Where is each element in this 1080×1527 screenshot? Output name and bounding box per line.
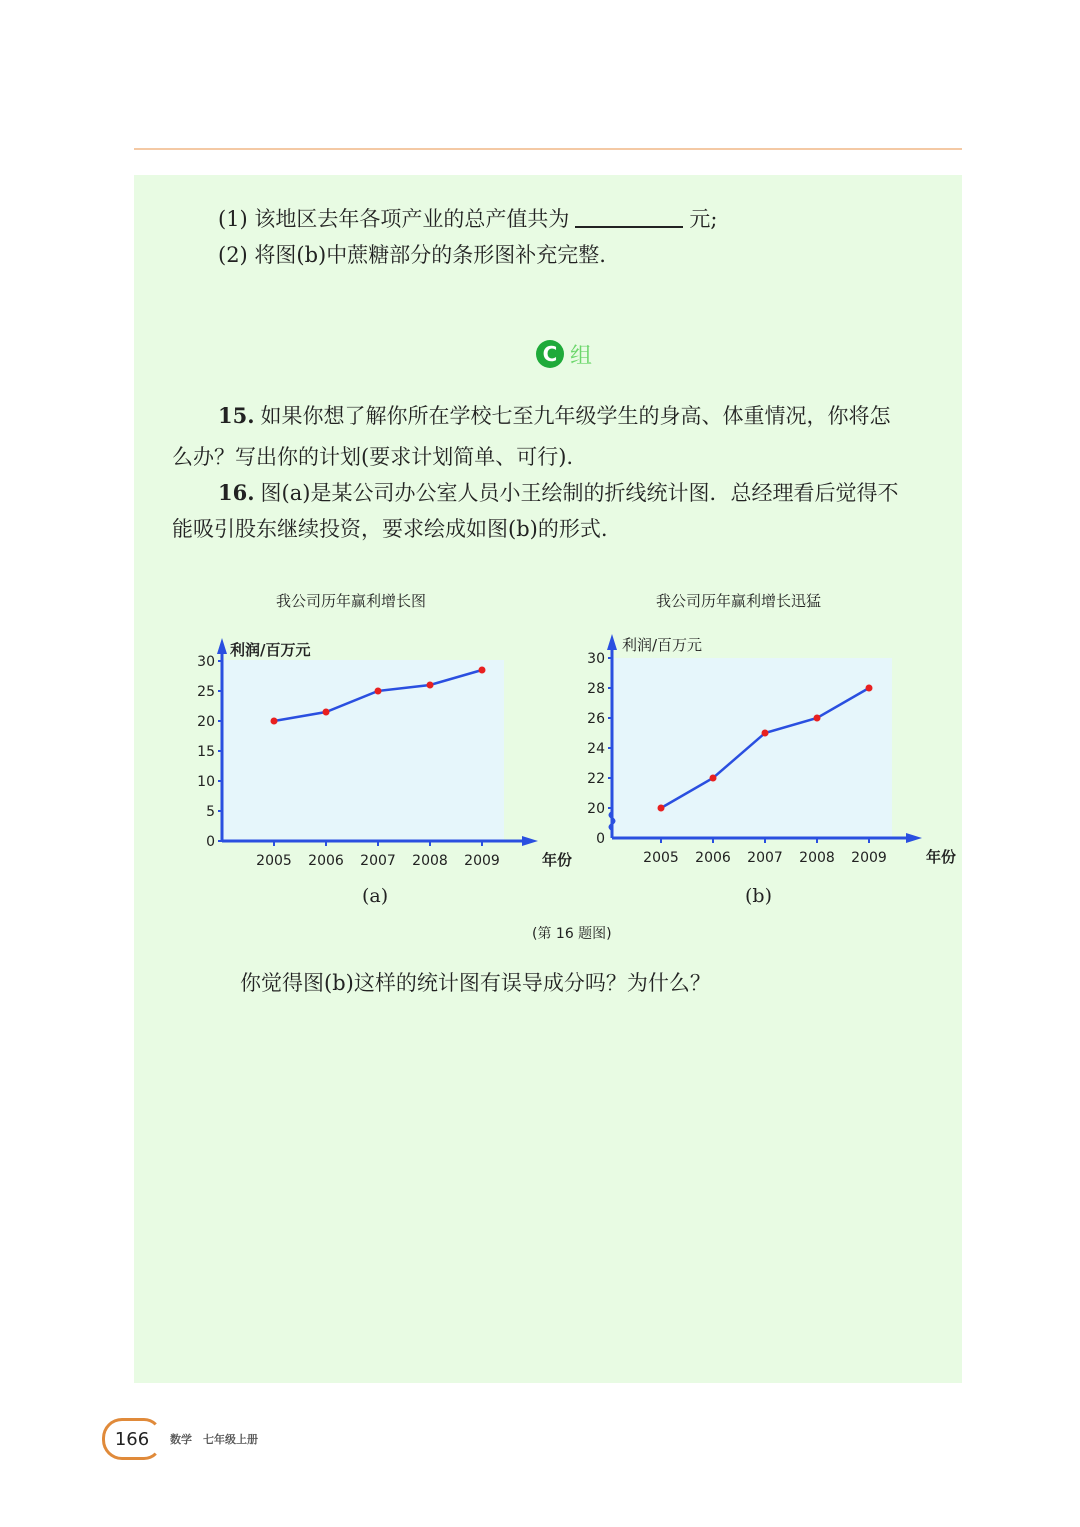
x-tick-label: 2007: [747, 850, 783, 866]
data-point: [866, 685, 873, 692]
chart-b: [570, 630, 957, 880]
y-tick-label: 28: [587, 681, 605, 697]
y-tick-label: 25: [197, 684, 215, 700]
data-point: [814, 715, 821, 722]
chart-b-label: (b): [745, 885, 772, 907]
q15-number: 15.: [218, 403, 255, 428]
x-tick-label: 2005: [643, 850, 679, 866]
q15-line1: [218, 401, 891, 431]
x-axis-label: 年份: [542, 851, 573, 869]
y-tick-label: 24: [587, 741, 605, 757]
x-tick-label: 2005: [256, 853, 292, 869]
q15-text1: 如果你想了解你所在学校七至九年级学生的身高、体重情况，你将怎: [260, 404, 891, 428]
data-point: [427, 682, 434, 689]
data-point: [323, 709, 330, 716]
group-c-icon: C: [536, 340, 564, 368]
data-point: [658, 805, 665, 812]
q16-line1: [218, 478, 898, 508]
chart-b-title: 我公司历年赢利增长迅猛: [656, 592, 822, 610]
data-point: [762, 730, 769, 737]
page-footer: [102, 1418, 258, 1460]
data-point: [375, 688, 382, 695]
x-axis-arrow: [906, 833, 922, 843]
q15-line2: 么办？写出你的计划(要求计划简单、可行).: [172, 445, 574, 469]
y-tick-label: 22: [587, 771, 605, 787]
y-axis-arrow: [217, 638, 227, 654]
x-tick-label: 2008: [799, 850, 835, 866]
y-tick-label: 20: [587, 801, 605, 817]
x-tick-label: 2006: [695, 850, 731, 866]
x-axis-label: 年份: [926, 848, 957, 866]
y-axis-label: 利润/百万元: [230, 641, 311, 659]
q16-text1: 图(a)是某公司办公室人员小王绘制的折线统计图．总经理看后觉得不: [260, 481, 899, 505]
q14-part2: (2) 将图(b)中蔗糖部分的条形图补充完整.: [218, 243, 606, 267]
x-tick-label: 2009: [851, 850, 887, 866]
y-tick-label: 10: [197, 774, 215, 790]
data-point: [271, 718, 278, 725]
y-tick-label: 26: [587, 711, 605, 727]
page-number: 166: [102, 1418, 162, 1460]
book-title: 数学 七年级上册: [170, 1433, 258, 1446]
chart-a-title: 我公司历年赢利增长图: [276, 592, 427, 610]
plot-area: [612, 658, 892, 838]
data-point: [710, 775, 717, 782]
chart-a: [180, 630, 573, 880]
x-tick-label: 2008: [412, 853, 448, 869]
x-tick-label: 2006: [308, 853, 344, 869]
figure-caption: (第 16 题图): [532, 926, 612, 942]
chart-a-label: (a): [362, 885, 389, 907]
group-c-heading: [536, 338, 592, 370]
y-axis-label: 利润/百万元: [622, 636, 703, 654]
y-tick-label: 15: [197, 744, 215, 760]
group-label: 组: [570, 343, 593, 369]
x-tick-label: 2009: [464, 853, 500, 869]
y-tick-label: 30: [587, 651, 605, 667]
x-axis-arrow: [522, 836, 538, 846]
header-rule: [134, 148, 962, 150]
q16-followup: 你觉得图(b)这样的统计图有误导成分吗？为什么？: [240, 971, 711, 995]
y-axis-arrow: [607, 634, 617, 650]
q14-part1: [218, 204, 718, 234]
y-tick-label: 30: [197, 654, 215, 670]
q14-part1-unit: 元;: [689, 207, 718, 231]
y-tick-label: 0: [206, 834, 215, 850]
answer-blank: [575, 204, 683, 228]
data-point: [479, 667, 486, 674]
plot-area: [222, 660, 504, 841]
x-tick-label: 2007: [360, 853, 396, 869]
q16-number: 16.: [218, 480, 255, 505]
y-zero-label: 0: [596, 831, 605, 847]
q14-part1-text: (1) 该地区去年各项产业的总产值共为: [218, 207, 570, 231]
y-tick-label: 5: [206, 804, 215, 820]
q16-line2: 能吸引股东继续投资，要求绘成如图(b)的形式.: [172, 517, 608, 541]
y-tick-label: 20: [197, 714, 215, 730]
